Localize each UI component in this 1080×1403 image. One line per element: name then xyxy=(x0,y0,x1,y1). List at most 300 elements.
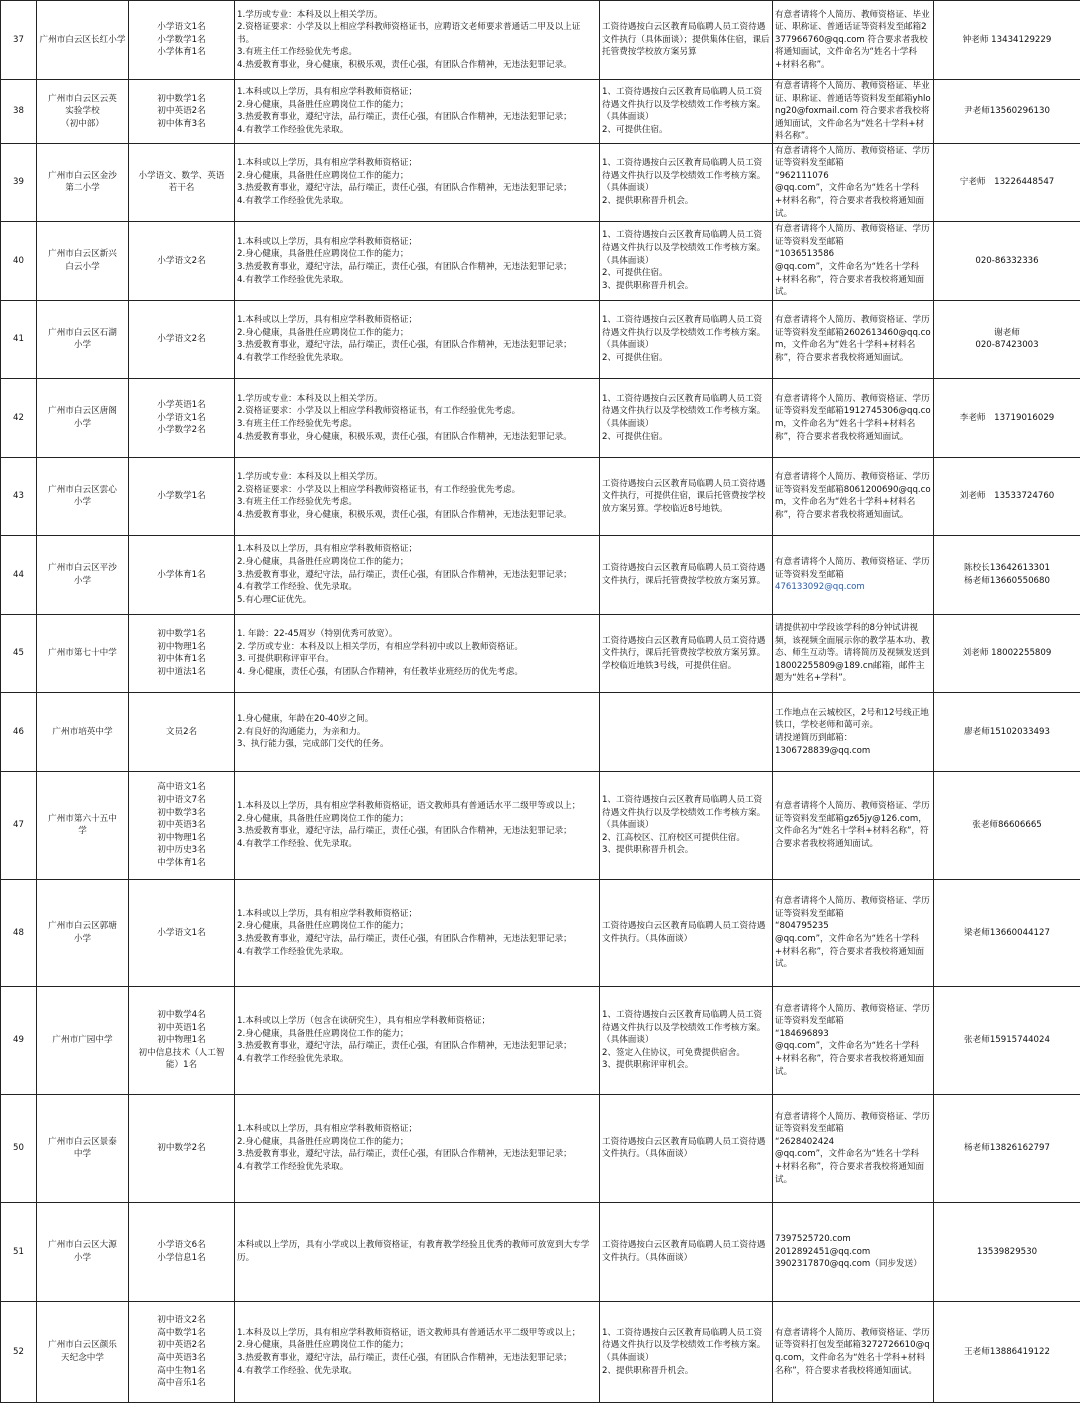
cell-contact xyxy=(934,300,1080,378)
requirements-line: 1.本科或以上学历，具有相应学科教师资格证； xyxy=(237,908,597,921)
cell-contact xyxy=(934,879,1080,986)
requirements-line: 3.热爱教育事业，遵纪守法，品行端正，责任心强，有团队合作精神，无违法犯罪记录； xyxy=(237,933,597,946)
salary-benefits-line: 2、江高校区、江府校区可提供住宿。 xyxy=(602,832,770,845)
requirements-line: 4.有教学工作经验优先录取。 xyxy=(237,1053,597,1066)
cell-row-number: 38 xyxy=(1,80,37,144)
salary-benefits-line: 1、工资待遇按白云区教育局临聘人员工资待遇文件执行以及学校绩效工作考核方案。（具体面谈） xyxy=(602,1009,770,1047)
cell-row-number: 46 xyxy=(1,692,37,771)
cell-school-name xyxy=(37,143,129,221)
contact-line: 王老师13886419122 xyxy=(936,1346,1078,1359)
cell-row-number: 45 xyxy=(1,614,37,692)
contact-line: 尹老师13560296130 xyxy=(936,105,1078,118)
requirements-line: 1.本科或以上学历，具有相应学科教师资格证； xyxy=(237,314,597,327)
application-method-line: 有意者请将个人简历、教师资格证、学历证等资料发至邮箱 xyxy=(775,895,931,920)
table-row xyxy=(1,143,1080,221)
cell-row-number: 44 xyxy=(1,535,37,614)
cell-application-method xyxy=(773,300,934,378)
school-name-line: 实验学校 xyxy=(39,105,126,118)
positions-line: 初中体育1名 xyxy=(131,653,232,666)
cell-school-name xyxy=(37,614,129,692)
cell-requirements xyxy=(235,1202,600,1301)
cell-application-method xyxy=(773,221,934,300)
positions-line: 小学语文1名 xyxy=(131,927,232,940)
cell-row-number: 50 xyxy=(1,1094,37,1202)
positions-line: 能）1名 xyxy=(131,1059,232,1072)
contact-line: 陈校长13642613301 xyxy=(936,562,1078,575)
cell-row-number: 37 xyxy=(1,1,37,80)
salary-benefits-line: 1、工资待遇按白云区教育局临聘人员工资待遇文件执行以及学校绩效工作考核方案。（具体面谈） xyxy=(602,1327,770,1365)
positions-line: 小学英语1名 xyxy=(131,399,232,412)
cell-requirements xyxy=(235,692,600,771)
positions-line: 小学数学1名 xyxy=(131,490,232,503)
positions-line: 初中英语1名 xyxy=(131,1022,232,1035)
cell-school-name xyxy=(37,1094,129,1202)
requirements-line: 5.有心理C证优先。 xyxy=(237,594,597,607)
cell-requirements xyxy=(235,80,600,144)
application-method-line: 有意者请将个人简历、教师资格证、学历证等资料发至邮箱2602613460@qq.com，文件命名为“姓名十学科+材料名称”，符合要求者我校将通知面试。 xyxy=(775,314,931,364)
cell-contact xyxy=(934,1202,1080,1301)
cell-positions xyxy=(129,535,235,614)
cell-school-name xyxy=(37,986,129,1094)
cell-contact xyxy=(934,457,1080,535)
positions-line: 小学语文6名 xyxy=(131,1239,232,1252)
school-name-line: 广州市广园中学 xyxy=(39,1034,126,1047)
cell-requirements xyxy=(235,986,600,1094)
table-row xyxy=(1,80,1080,144)
positions-line: 初中英语2名 xyxy=(131,1339,232,1352)
requirements-line: 1.学历或专业：本科及以上相关学历。 xyxy=(237,393,597,406)
requirements-line: 1.本科及以上学历，具有相应学科教师资格证； xyxy=(237,543,597,556)
salary-benefits-line: 1、工资待遇按白云区教育局临聘人员工资待遇文件执行以及学校绩效工作考核方案。（具体面谈） xyxy=(602,86,770,124)
requirements-line: 4.热爱教育事业，身心健康，积极乐观，责任心强，有团队合作精神，无违法犯罪记录。 xyxy=(237,509,597,522)
requirements-line: 3.热爱教育事业，遵纪守法，品行端正，责任心强，有团队合作精神，无违法犯罪记录； xyxy=(237,182,597,195)
cell-positions xyxy=(129,221,235,300)
contact-line: 钟老师 13434129229 xyxy=(936,34,1078,47)
cell-positions xyxy=(129,614,235,692)
requirements-line: 3.热爱教育事业，遵纪守法，品行端正，责任心强，有团队合作精神，无违法犯罪记录； xyxy=(237,339,597,352)
table-row xyxy=(1,879,1080,986)
school-name-line: 小学 xyxy=(39,933,126,946)
requirements-line: 3.热爱教育事业，遵纪守法，品行端正，责任心强，有团队合作精神，无违法犯罪记录； xyxy=(237,1040,597,1053)
application-method-line: 7397525720.com xyxy=(775,1233,931,1246)
positions-line: 初中道法1名 xyxy=(131,666,232,679)
positions-line: 高中英语3名 xyxy=(131,1352,232,1365)
cell-application-method xyxy=(773,692,934,771)
cell-requirements xyxy=(235,143,600,221)
application-method-line: “2628402424 xyxy=(775,1136,931,1149)
positions-line: 初中物理1名 xyxy=(131,641,232,654)
requirements-line: 4.有教学工作经验优先录取。 xyxy=(237,946,597,959)
application-method-line: 2012892451@qq.com xyxy=(775,1246,931,1259)
school-name-line: 广州市白云区金沙 xyxy=(39,170,126,183)
positions-line: 高中生物1名 xyxy=(131,1365,232,1378)
cell-positions xyxy=(129,692,235,771)
positions-line: 小学体育1名 xyxy=(131,46,232,59)
school-name-line: 广州市第六十五中 xyxy=(39,813,126,826)
school-name-line: 广州市白云区新兴 xyxy=(39,248,126,261)
cell-positions xyxy=(129,879,235,986)
contact-line: 刘老师 13533724760 xyxy=(936,490,1078,503)
cell-positions xyxy=(129,1094,235,1202)
salary-benefits-line: 2、签定入住协议，可免费提供宿舍。 xyxy=(602,1047,770,1060)
cell-salary-benefits xyxy=(600,771,773,879)
positions-line: 初中物理1名 xyxy=(131,832,232,845)
school-name-line: 小学 xyxy=(39,496,126,509)
salary-benefits-line: 工资待遇按白云区教育局临聘人员工资待遇文件执行。（具体面谈） xyxy=(602,1239,770,1264)
requirements-line: 4.有教学工作经验优先录取。 xyxy=(237,195,597,208)
cell-school-name xyxy=(37,1202,129,1301)
cell-application-method xyxy=(773,457,934,535)
positions-line: 初中英语3名 xyxy=(131,819,232,832)
positions-line: 初中数学1名 xyxy=(131,628,232,641)
requirements-line: 本科或以上学历，具有小学或以上教师资格证，有教育教学经验且优秀的教师可放宽到大专学历。 xyxy=(237,1239,597,1264)
cell-contact xyxy=(934,692,1080,771)
cell-salary-benefits xyxy=(600,1301,773,1402)
cell-salary-benefits xyxy=(600,692,773,771)
positions-line: 小学语文1名 xyxy=(131,412,232,425)
salary-benefits-line: 工资待遇按白云区教育局临聘人员工资待遇文件执行，可提供住宿，课后托管费按学校放方案另算。学校临近8号地铁。 xyxy=(602,478,770,516)
cell-contact xyxy=(934,1094,1080,1202)
requirements-line: 1.本科或以上学历，具有相应学科教师资格证； xyxy=(237,236,597,249)
table-row xyxy=(1,771,1080,879)
contact-line: 杨老师13660550680 xyxy=(936,575,1078,588)
requirements-line: 2.身心健康，具备胜任应聘岗位工作的能力； xyxy=(237,99,597,112)
requirements-line: 1. 年龄：22-45周岁（特别优秀可放宽）。 xyxy=(237,628,597,641)
cell-requirements xyxy=(235,457,600,535)
positions-line: 初中物理1名 xyxy=(131,1034,232,1047)
requirements-line: 3.有班主任工作经验优先考虑。 xyxy=(237,418,597,431)
cell-salary-benefits xyxy=(600,1202,773,1301)
salary-benefits-line: 3、提供职称评审机会。 xyxy=(602,1059,770,1072)
cell-requirements xyxy=(235,1094,600,1202)
application-method-line: “804795235 xyxy=(775,920,931,933)
requirements-line: 2.身心健康，具备胜任应聘岗位工作的能力； xyxy=(237,1339,597,1352)
cell-requirements xyxy=(235,378,600,457)
requirements-line: 2.身心健康，具备胜任应聘岗位工作的能力； xyxy=(237,1136,597,1149)
school-name-line: 白云小学 xyxy=(39,261,126,274)
contact-line: 刘老师 18002255809 xyxy=(936,647,1078,660)
requirements-line: 3.有班主任工作经验优先考虑。 xyxy=(237,496,597,509)
email-link[interactable]: 476133092@qq.com xyxy=(775,581,931,594)
salary-benefits-line: 2、可提供住宿。 xyxy=(602,267,770,280)
requirements-line: 3.热爱教育事业，遵纪守法，品行端正，责任心强，有团队合作精神，无违法犯罪记录； xyxy=(237,111,597,124)
cell-school-name xyxy=(37,378,129,457)
positions-line: 高中音乐1名 xyxy=(131,1377,232,1390)
cell-contact xyxy=(934,535,1080,614)
table-row xyxy=(1,1,1080,80)
cell-requirements xyxy=(235,879,600,986)
table-row xyxy=(1,614,1080,692)
positions-line: 初中数学4名 xyxy=(131,1009,232,1022)
requirements-line: 1.本科或以上学历，具有相应学科教师资格证； xyxy=(237,1123,597,1136)
positions-line: 小学语文2名 xyxy=(131,333,232,346)
cell-school-name xyxy=(37,80,129,144)
school-name-line: 天纪念中学 xyxy=(39,1352,126,1365)
requirements-line: 3.有班主任工作经验优先考虑。 xyxy=(237,46,597,59)
salary-benefits-line: 1、工资待遇按白云区教育局临聘人员工资待遇文件执行以及学校绩效工作考核方案。（具体面谈） xyxy=(602,229,770,267)
requirements-line: 4.有教学工作经验优先录取。 xyxy=(237,274,597,287)
cell-school-name xyxy=(37,1,129,80)
table-row xyxy=(1,1094,1080,1202)
school-name-line: 广州市白云区雲心 xyxy=(39,484,126,497)
table-row xyxy=(1,221,1080,300)
requirements-line: 2.身心健康，具备胜任应聘岗位工作的能力； xyxy=(237,1028,597,1041)
cell-salary-benefits xyxy=(600,879,773,986)
table-body xyxy=(1,1,1080,1403)
application-method-line: 工作地点在云城校区，2号和12号线正地铁口，学校老师和蔼可亲。 xyxy=(775,707,931,732)
requirements-line: 3.热爱教育事业，遵纪守法，品行端正，责任心强，有团队合作精神，无违法犯罪记录； xyxy=(237,261,597,274)
cell-row-number: 49 xyxy=(1,986,37,1094)
requirements-line: 2.资格证要求：小学及以上相应学科教师资格证书，有工作经验优先考虑。 xyxy=(237,484,597,497)
positions-line: 小学体育1名 xyxy=(131,569,232,582)
requirements-line: 4.热爱教育事业，身心健康，积极乐观，责任心强，有团队合作精神，无违法犯罪记录。 xyxy=(237,431,597,444)
salary-benefits-line: 1、工资待遇按白云区教育局临聘人员工资待遇文件执行以及学校绩效工作考核方案。（具体面谈） xyxy=(602,393,770,431)
school-name-line: 广州市白云区郭塘 xyxy=(39,920,126,933)
cell-salary-benefits xyxy=(600,221,773,300)
positions-line: 小学信息1名 xyxy=(131,1252,232,1265)
requirements-line: 4.有教学工作经验优先录取。 xyxy=(237,1161,597,1174)
requirements-line: 4.有教学工作经验优先录取。 xyxy=(237,352,597,365)
requirements-line: 4.有教学工作经验、优先录取。 xyxy=(237,838,597,851)
cell-positions xyxy=(129,143,235,221)
cell-positions xyxy=(129,1301,235,1402)
table-row xyxy=(1,378,1080,457)
cell-application-method xyxy=(773,143,934,221)
salary-benefits-line: 3、提供职称晋升机会。 xyxy=(602,844,770,857)
application-method-line: @qq.com”，文件命名为“姓名十学科+材料名称”，符合要求者我校将通知面试。 xyxy=(775,261,931,299)
application-method-line: 有意者请将个人简历、教师资格证、学历证等资料发至邮箱 xyxy=(775,1003,931,1028)
school-name-line: 广州市培英中学 xyxy=(39,726,126,739)
positions-line: 初中数学2名 xyxy=(131,1142,232,1155)
cell-row-number: 42 xyxy=(1,378,37,457)
school-name-line: 广州市白云区石湖 xyxy=(39,327,126,340)
contact-line: 谢老师 xyxy=(936,327,1078,340)
school-name-line: （初中部） xyxy=(39,118,126,131)
positions-line: 初中语文7名 xyxy=(131,794,232,807)
application-method-line: @qq.com”，文件命名为“姓名十学科+材料名称”，符合要求者我校将通知面试。 xyxy=(775,1040,931,1078)
positions-line: 小学数学1名 xyxy=(131,34,232,47)
salary-benefits-line: 1、工资待遇按白云区教育局临聘人员工资待遇文件执行以及学校绩效工作考核方案。（具体面谈） xyxy=(602,314,770,352)
cell-positions xyxy=(129,80,235,144)
application-method-line: @qq.com”，文件命名为“姓名十学科+材料名称”，符合要求者我校将通知面试。 xyxy=(775,182,931,220)
positions-line: 初中数学3名 xyxy=(131,807,232,820)
requirements-line: 4.有教学工作经验、优先录取。 xyxy=(237,1365,597,1378)
school-name-line: 中学 xyxy=(39,1148,126,1161)
positions-line: 初中体育3名 xyxy=(131,118,232,131)
cell-school-name xyxy=(37,1301,129,1402)
cell-requirements xyxy=(235,1301,600,1402)
positions-line: 中学体育1名 xyxy=(131,857,232,870)
contact-line: 李老师 13719016029 xyxy=(936,412,1078,425)
salary-benefits-line: 2、提供职称晋升机会。 xyxy=(602,1365,770,1378)
requirements-line: 2.身心健康，具备胜任应聘岗位工作的能力； xyxy=(237,170,597,183)
cell-school-name xyxy=(37,221,129,300)
school-name-line: 广州市白云区长红小学 xyxy=(39,34,126,47)
cell-application-method xyxy=(773,986,934,1094)
requirements-line: 3.热爱教育事业，遵纪守法，品行端正，责任心强，有团队合作精神，无违法犯罪记录； xyxy=(237,569,597,582)
cell-school-name xyxy=(37,771,129,879)
requirements-line: 3.热爱教育事业，遵纪守法，品行端正，责任心强，有团队合作精神，无违法犯罪记录； xyxy=(237,1148,597,1161)
positions-line: 文员2名 xyxy=(131,726,232,739)
cell-contact xyxy=(934,771,1080,879)
contact-line: 杨老师13826162797 xyxy=(936,1142,1078,1155)
requirements-line: 2.资格证要求：小学及以上相应学科教师资格证书，应聘语文老师要求普通话二甲及以上证书。 xyxy=(237,21,597,46)
requirements-line: 4.热爱教育事业，身心健康，积极乐观，责任心强，有团队合作精神，无违法犯罪记录。 xyxy=(237,59,597,72)
contact-line: 张老师15915744024 xyxy=(936,1034,1078,1047)
application-method-line: 有意者请将个人简历、教师资格证、学历证等资料发至邮箱 xyxy=(775,223,931,248)
salary-benefits-line: 2、可提供住宿。 xyxy=(602,352,770,365)
cell-contact xyxy=(934,1,1080,80)
cell-requirements xyxy=(235,614,600,692)
cell-salary-benefits xyxy=(600,300,773,378)
school-name-line: 小学 xyxy=(39,1252,126,1265)
cell-school-name xyxy=(37,692,129,771)
table-row xyxy=(1,1301,1080,1402)
cell-school-name xyxy=(37,300,129,378)
cell-positions xyxy=(129,300,235,378)
application-method-line: 有意者请将个人简历、教师资格证、毕业证、职称证、普通话证等资料发至邮箱2377966760@qq.com 符合要求者我校将通知面试，文件命名为“姓名十学科+材料名称”。 xyxy=(775,9,931,72)
cell-salary-benefits xyxy=(600,80,773,144)
application-method-line: “184696893 xyxy=(775,1028,931,1041)
cell-application-method xyxy=(773,771,934,879)
table-row xyxy=(1,692,1080,771)
salary-benefits-line: 工资待遇按白云区教育局临聘人员工资待遇文件执行（具体面谈）；提供集体住宿，课后托管费按学校放方案另算 xyxy=(602,21,770,59)
school-name-line: 广州市第七十中学 xyxy=(39,647,126,660)
positions-line: 初中数学1名 xyxy=(131,93,232,106)
requirements-line: 3.热爱教育事业，遵纪守法，品行端正，责任心强，有团队合作精神，无违法犯罪记录； xyxy=(237,825,597,838)
contact-line: 020-86332336 xyxy=(936,255,1078,268)
salary-benefits-line: 1、工资待遇按白云区教育局临聘人员工资待遇文件执行以及学校绩效工作考核方案。（具体面谈） xyxy=(602,794,770,832)
cell-salary-benefits xyxy=(600,457,773,535)
application-method-line: 有意者请将个人简历、教师资格证、学历证等资料发至邮箱 xyxy=(775,1111,931,1136)
school-name-line: 广州市白云区平沙 xyxy=(39,562,126,575)
school-name-line: 小学 xyxy=(39,575,126,588)
cell-salary-benefits xyxy=(600,535,773,614)
cell-school-name xyxy=(37,879,129,986)
application-method-line: @qq.com”，文件命名为“姓名十学科+材料名称”，符合要求者我校将通知面试。 xyxy=(775,1148,931,1186)
cell-row-number: 51 xyxy=(1,1202,37,1301)
positions-line: 初中英语2名 xyxy=(131,105,232,118)
cell-salary-benefits xyxy=(600,614,773,692)
cell-application-method xyxy=(773,378,934,457)
cell-application-method xyxy=(773,535,934,614)
salary-benefits-line: 2、可提供住宿。 xyxy=(602,124,770,137)
cell-contact xyxy=(934,614,1080,692)
cell-application-method xyxy=(773,1301,934,1402)
cell-row-number: 39 xyxy=(1,143,37,221)
salary-benefits-line: 3、提供职称晋升机会。 xyxy=(602,280,770,293)
requirements-line: 2.有良好的沟通能力，为亲和力。 xyxy=(237,726,597,739)
positions-line: 初中历史3名 xyxy=(131,844,232,857)
positions-line: 若干名 xyxy=(131,182,232,195)
cell-positions xyxy=(129,771,235,879)
cell-application-method xyxy=(773,1,934,80)
positions-line: 高中语文1名 xyxy=(131,781,232,794)
application-method-line: “962111076 xyxy=(775,170,931,183)
cell-school-name xyxy=(37,457,129,535)
contact-line: 梁老师13660044127 xyxy=(936,927,1078,940)
cell-row-number: 41 xyxy=(1,300,37,378)
application-method-line: 有意者请将个人简历、教师资格证、学历证等资料发至邮箱 xyxy=(775,145,931,170)
positions-line: 小学语文、数学、英语 xyxy=(131,170,232,183)
cell-salary-benefits xyxy=(600,143,773,221)
school-name-line: 广州市白云区景泰 xyxy=(39,1136,126,1149)
cell-application-method xyxy=(773,614,934,692)
salary-benefits-line: 2、提供职称晋升机会。 xyxy=(602,195,770,208)
requirements-line: 1.身心健康，年龄在20-40岁之间。 xyxy=(237,713,597,726)
positions-line: 小学语文1名 xyxy=(131,21,232,34)
salary-benefits-line: 2、可提供住宿。 xyxy=(602,431,770,444)
application-method-line: 3902317870@qq.com（同步发送） xyxy=(775,1258,931,1271)
application-method-line: 有意者请将个人简历、教师资格证、学历证等资料发至邮箱 xyxy=(775,556,931,581)
requirements-line: 2.身心健康，具备胜任应聘岗位工作的能力； xyxy=(237,813,597,826)
cell-contact xyxy=(934,378,1080,457)
requirements-line: 1.本科及以上学历，具有相应学科教师资格证，语文教师具有普通话水平二级甲等或以上； xyxy=(237,1327,597,1340)
application-method-line: 有意者请将个人简历、教师资格证、毕业证、职称证、普通话等资料发至邮箱yhlong20@foxmail.com 符合要求者我校将通知面试，文件命名为“姓名十学科+材料名称”。 xyxy=(775,80,931,143)
school-name-line: 小学 xyxy=(39,339,126,352)
application-method-line: “1036513586 xyxy=(775,248,931,261)
school-name-line: 广州市白云区唐阁 xyxy=(39,405,126,418)
table-row xyxy=(1,535,1080,614)
positions-line: 初中语文2名 xyxy=(131,1314,232,1327)
application-method-line: 有意者请将个人简历、教师资格证、学历证等资料发至邮箱8061200690@qq.com，文件命名为“姓名十学科+材料名称”，符合要求者我校将通知面试。 xyxy=(775,471,931,521)
contact-line: 廖老师15102033493 xyxy=(936,726,1078,739)
cell-requirements xyxy=(235,771,600,879)
cell-contact xyxy=(934,1301,1080,1402)
cell-positions xyxy=(129,986,235,1094)
cell-requirements xyxy=(235,300,600,378)
table-row xyxy=(1,1202,1080,1301)
requirements-line: 2.身心健康，具备胜任应聘岗位工作的能力； xyxy=(237,248,597,261)
requirements-line: 4. 身心健康，责任心强，有团队合作精神，有任教毕业班经历的优先考虑。 xyxy=(237,666,597,679)
contact-line: 宁老师 13226448547 xyxy=(936,176,1078,189)
cell-positions xyxy=(129,1202,235,1301)
cell-salary-benefits xyxy=(600,1,773,80)
application-method-line: 有意者请将个人简历、教师资格证、学历证等资料打包发至邮箱3272726610@qq.com，文件命名为“姓名十学科+材料名称”，符合要求者我校将通知面试。 xyxy=(775,1327,931,1377)
school-name-line: 小学 xyxy=(39,418,126,431)
requirements-line: 3.热爱教育事业，遵纪守法，品行端正，责任心强，有团队合作精神，无违法犯罪记录； xyxy=(237,1352,597,1365)
requirements-line: 1.本科或以上学历，具有相应学科教师资格证； xyxy=(237,157,597,170)
school-name-line: 第二小学 xyxy=(39,182,126,195)
table-row xyxy=(1,457,1080,535)
cell-positions xyxy=(129,378,235,457)
application-method-line: 有意者请将个人简历、教师资格证、学历证等资料发至邮箱gz65jy@126.com，文件命名为“姓名十学科+材料名称”，符合要求者我校将通知面试。 xyxy=(775,800,931,850)
contact-line: 13539829530 xyxy=(936,1246,1078,1259)
positions-line: 高中数学1名 xyxy=(131,1327,232,1340)
cell-positions xyxy=(129,1,235,80)
salary-benefits-line: 工资待遇按白云区教育局临聘人员工资待遇文件执行。（具体面谈） xyxy=(602,1136,770,1161)
cell-salary-benefits xyxy=(600,1094,773,1202)
table-row xyxy=(1,986,1080,1094)
requirements-line: 1.学历或专业：本科及以上相关学历。 xyxy=(237,9,597,22)
application-method-line: @qq.com”，文件命名为“姓名十学科+材料名称”，符合要求者我校将通知面试。 xyxy=(775,933,931,971)
positions-line: 初中信息技术（人工智 xyxy=(131,1047,232,1060)
cell-salary-benefits xyxy=(600,378,773,457)
cell-salary-benefits xyxy=(600,986,773,1094)
table-row xyxy=(1,300,1080,378)
cell-contact xyxy=(934,80,1080,144)
requirements-line: 2.身心健康，具备胜任应聘岗位工作的能力； xyxy=(237,327,597,340)
cell-requirements xyxy=(235,221,600,300)
requirements-line: 2.身心健康，具备胜任应聘岗位工作的能力； xyxy=(237,920,597,933)
contact-line: 张老师86606665 xyxy=(936,819,1078,832)
application-method-line: 1306728839@qq.com xyxy=(775,745,931,758)
application-method-line: 有意者请将个人简历、教师资格证、学历证等资料发至邮箱1912745306@qq.com，文件命名为“姓名十学科+材料名称”，符合要求者我校将通知面试。 xyxy=(775,393,931,443)
cell-row-number: 47 xyxy=(1,771,37,879)
cell-application-method xyxy=(773,80,934,144)
cell-requirements xyxy=(235,535,600,614)
cell-positions xyxy=(129,457,235,535)
